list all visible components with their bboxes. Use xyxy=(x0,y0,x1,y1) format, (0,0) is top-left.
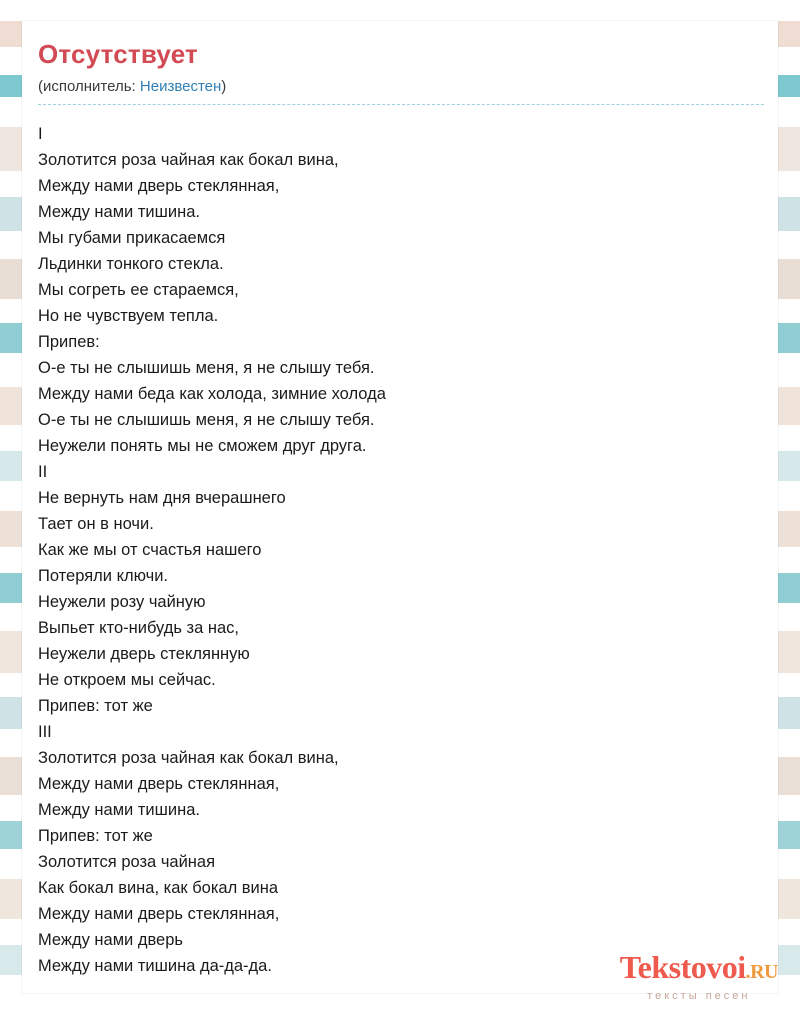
lyrics-line: III xyxy=(38,723,52,741)
lyrics-line: Как же мы от счастья нашего xyxy=(38,541,262,559)
lyrics-line: Золотится роза чайная как бокал вина, xyxy=(38,749,339,767)
lyrics-line: Припев: xyxy=(38,333,100,351)
lyrics-line: Между нами дверь xyxy=(38,931,184,949)
lyrics-line: Неужели розу чайную xyxy=(38,593,206,611)
lyrics-line: Неужели понять мы не сможем друг друга. xyxy=(38,437,367,455)
watermark-domain: .RU xyxy=(745,961,778,983)
lyrics-line: Не вернуть нам дня вчерашнего xyxy=(38,489,286,507)
lyrics-line: Тает он в ночи. xyxy=(38,515,154,533)
artist-link[interactable]: Неизвестен xyxy=(139,78,222,95)
lyrics-body xyxy=(38,121,764,979)
lyrics-line: Неужели дверь стеклянную xyxy=(38,645,250,663)
lyrics-line: Как бокал вина, как бокал вина xyxy=(38,879,279,897)
lyrics-line: Не откроем мы сейчас. xyxy=(38,671,216,689)
lyrics-line: Золотится роза чайная как бокал вина, xyxy=(38,151,339,169)
site-watermark xyxy=(620,951,778,1002)
lyrics-line: О-е ты не слышишь меня, я не слышу тебя. xyxy=(38,359,375,377)
lyrics-line: О-е ты не слышишь меня, я не слышу тебя. xyxy=(38,411,375,429)
lyrics-line: Между нами тишина. xyxy=(38,203,200,221)
lyrics-line: I xyxy=(38,125,43,143)
watermark-site-name: Tekstovoi xyxy=(619,949,746,985)
lyrics-line: Припев: тот же xyxy=(38,827,153,845)
lyrics-line: Золотится роза чайная xyxy=(38,853,216,871)
page-title: Отсутствует xyxy=(38,39,198,69)
lyrics-line: Мы губами прикасаемся xyxy=(38,229,226,247)
lyrics-line: Потеряли ключи. xyxy=(38,567,169,585)
lyrics-line: Между нами дверь стеклянная, xyxy=(38,177,280,195)
lyrics-line: Выпьет кто-нибудь за нас, xyxy=(38,619,239,637)
watermark-name xyxy=(620,951,778,988)
artist-suffix-label: ) xyxy=(221,78,227,95)
lyrics-line: Между нами тишина. xyxy=(38,801,200,819)
watermark-tagline: тексты песен xyxy=(647,990,751,1002)
lyrics-page-card xyxy=(22,21,778,993)
lyrics-line: Припев: тот же xyxy=(38,697,153,715)
lyrics-line: Между нами тишина да-да-да. xyxy=(38,957,272,975)
background-stripe xyxy=(0,0,800,21)
page-content xyxy=(36,39,764,993)
lyrics-line: Но не чувствуем тепла. xyxy=(38,307,219,325)
lyrics-line: Между нами дверь стеклянная, xyxy=(38,775,280,793)
artist-prefix-label: (исполнитель: xyxy=(38,78,136,95)
lyrics-line: Льдинки тонкого стекла. xyxy=(38,255,224,273)
lyrics-line: Между нами беда как холода, зимние холода xyxy=(38,385,386,403)
lyrics-line: Между нами дверь стеклянная, xyxy=(38,905,280,923)
lyrics-line: Мы согреть ее стараемся, xyxy=(38,281,239,299)
artist-line xyxy=(38,78,764,105)
lyrics-line: II xyxy=(38,463,48,481)
